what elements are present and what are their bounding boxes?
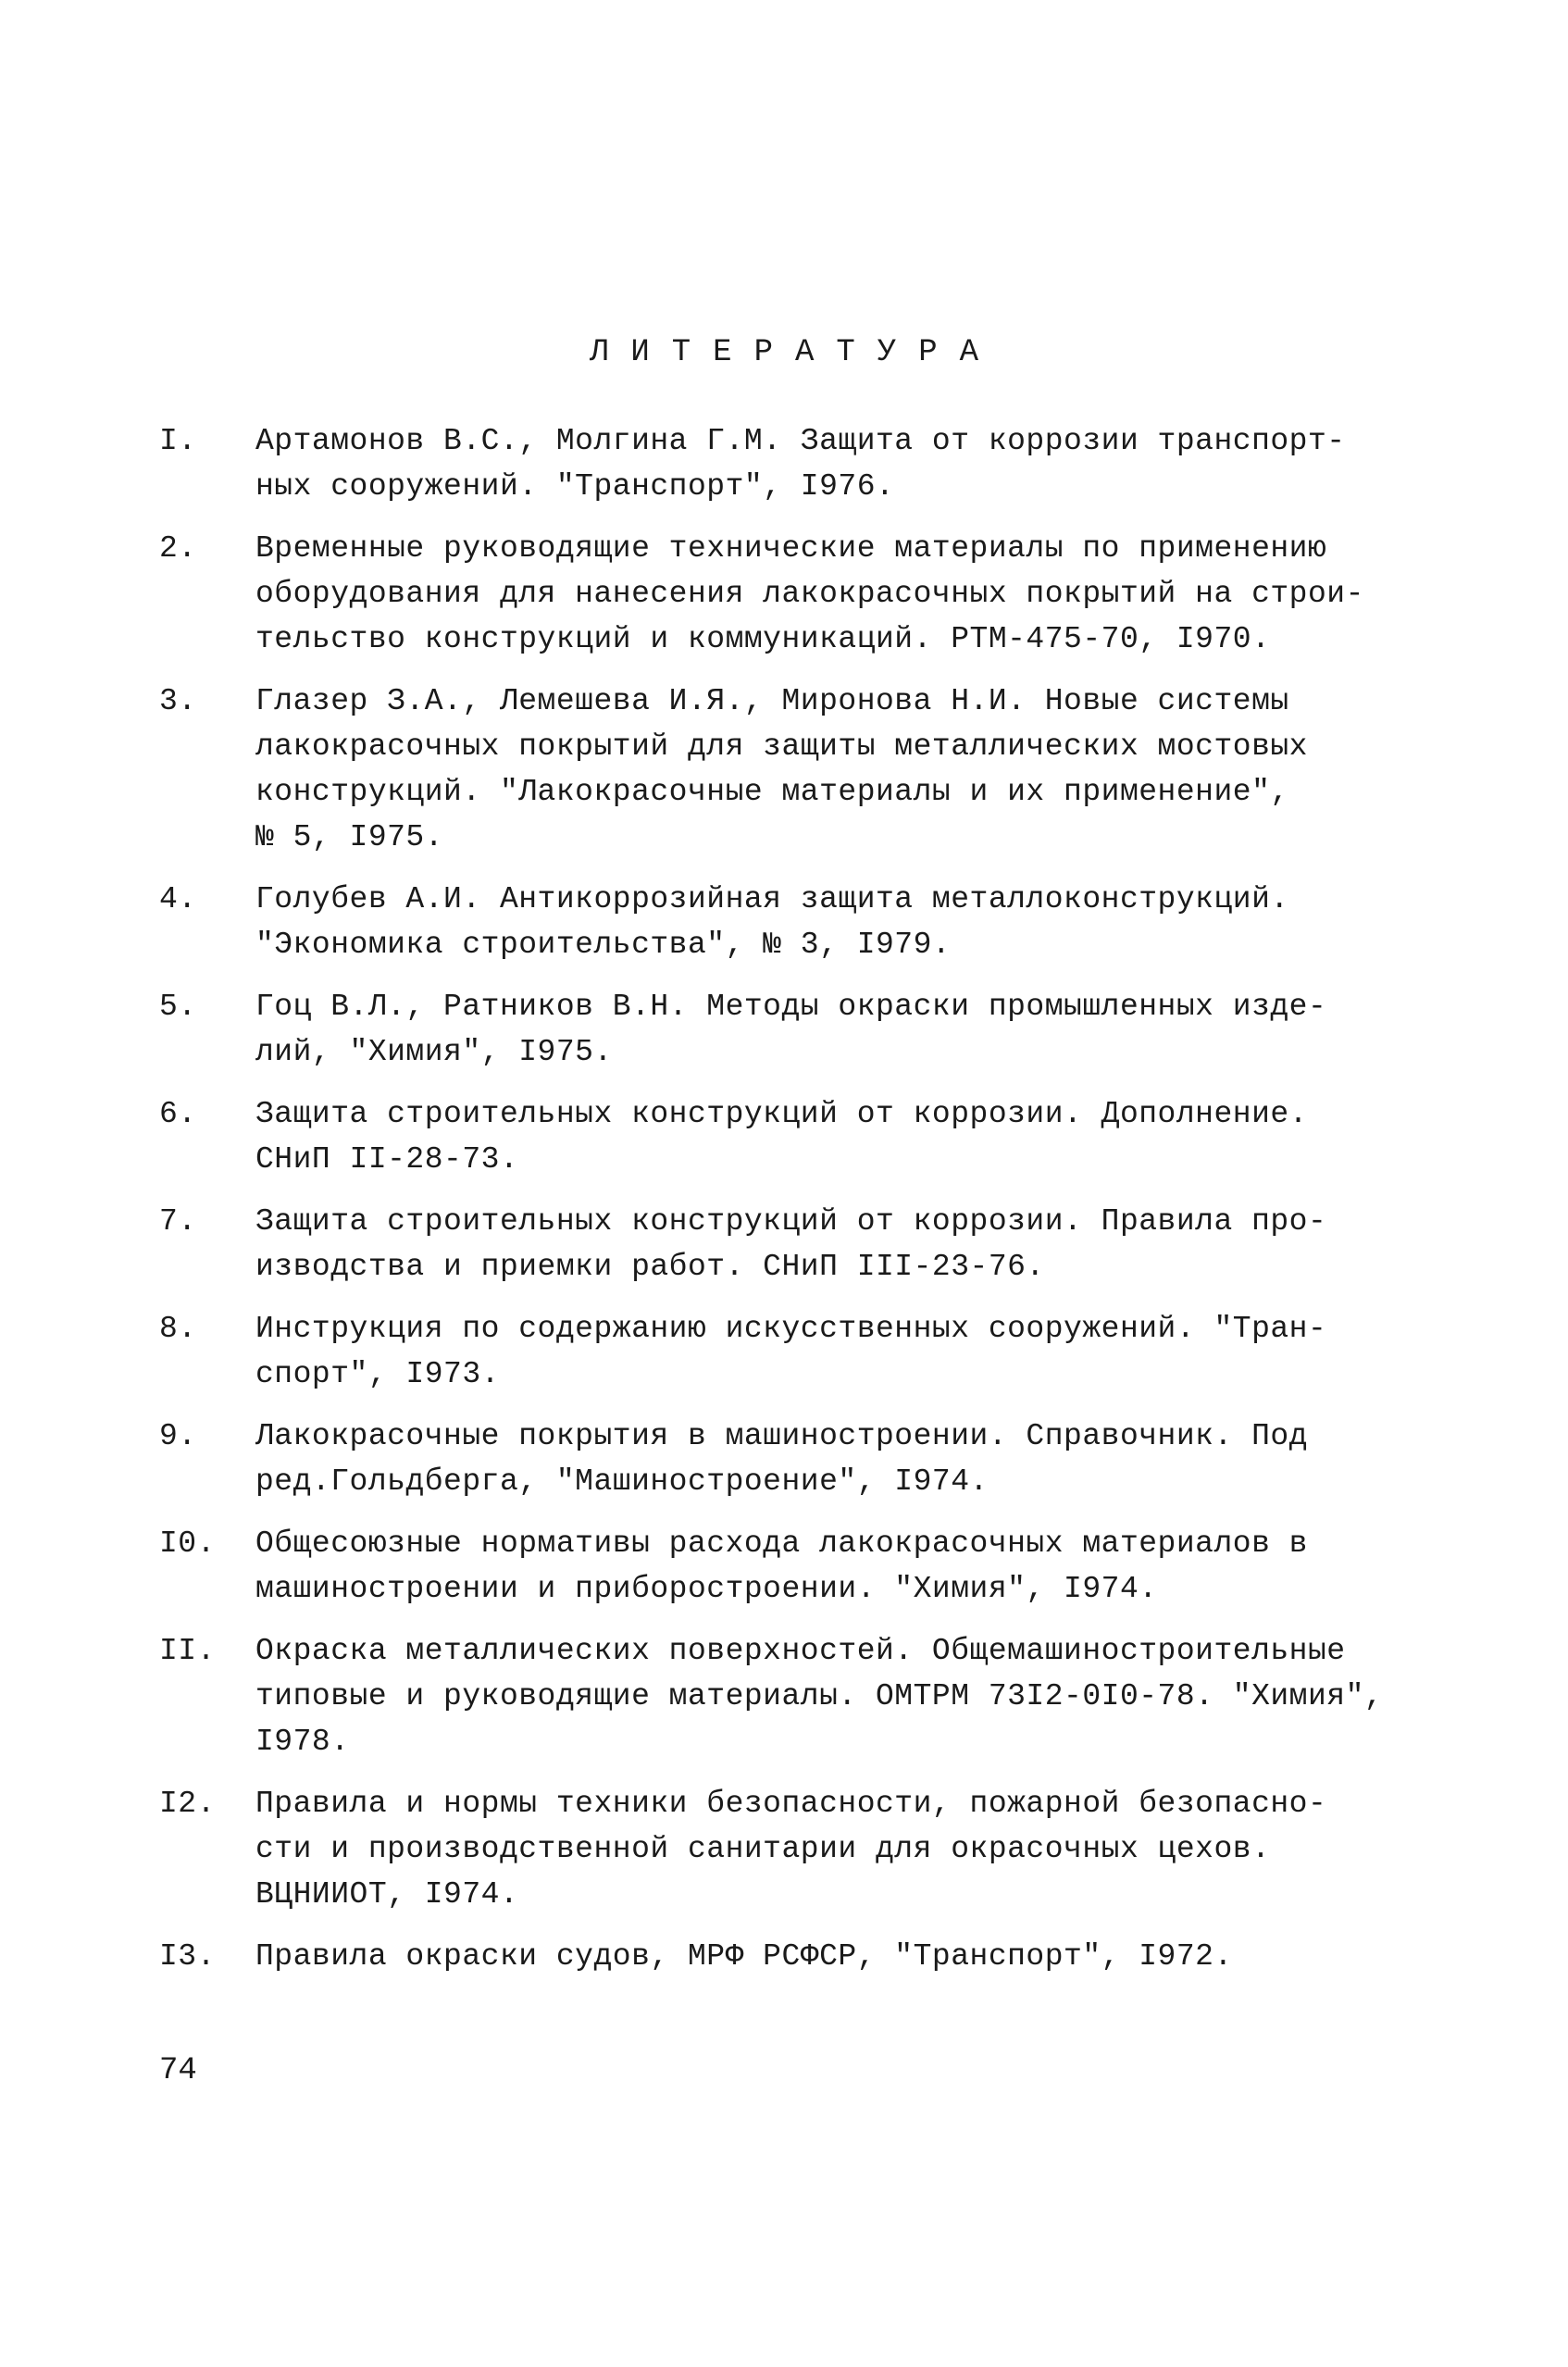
reference-line: лакокрасочных покрытий для защиты металлических мостовых — [255, 729, 1308, 764]
reference-number: 4. — [159, 882, 197, 916]
reference-line: Голубев А.И. Антикоррозийная защита металлоконструкций. — [255, 882, 1289, 916]
reference-line: Общесоюзные нормативы расхода лакокрасочных материалов в — [255, 1526, 1308, 1561]
reference-number: I0. — [159, 1526, 216, 1561]
reference-number: 2. — [159, 531, 197, 566]
reference-line: тельство конструкций и коммуникаций. РТМ-475-70, I970. — [255, 622, 1271, 656]
reference-line: сти и производственной санитарии для окрасочных цехов. — [255, 1832, 1271, 1866]
reference-line: I978. — [255, 1725, 350, 1759]
reference-number: 5. — [159, 990, 197, 1024]
reference-line: Окраска металлических поверхностей. Общемашиностроительные — [255, 1634, 1346, 1668]
reference-line: Временные руководящие технические материалы по применению — [255, 531, 1327, 566]
reference-line: Инструкция по содержанию искусственных сооружений. "Тран- — [255, 1312, 1327, 1346]
reference-line: машиностроении и приборостроении. "Химия", I974. — [255, 1572, 1158, 1606]
reference-line: спорт", I973. — [255, 1357, 500, 1391]
reference-line: типовые и руководящие материалы. ОМТРМ 73I2-0I0-78. "Химия", — [255, 1679, 1384, 1713]
reference-item — [159, 1199, 1363, 1289]
reference-item — [159, 1781, 1363, 1917]
reference-number: 3. — [159, 684, 197, 718]
reference-number: 8. — [159, 1312, 197, 1346]
reference-line: оборудования для нанесения лакокрасочных покрытий на строи- — [255, 577, 1364, 611]
reference-item — [159, 418, 1363, 509]
reference-item — [159, 679, 1363, 860]
reference-line: Глазер З.А., Лемешева И.Я., Миронова Н.И. Новые системы — [255, 684, 1289, 718]
reference-line: конструкций. "Лакокрасочные материалы и их применение", — [255, 775, 1289, 809]
reference-number: II. — [159, 1634, 216, 1668]
reference-item — [159, 1414, 1363, 1504]
reference-number: I3. — [159, 1939, 216, 1974]
reference-line: Гоц В.Л., Ратников В.Н. Методы окраски промышленных изде- — [255, 990, 1327, 1024]
reference-line: Защита строительных конструкций от коррозии. Дополнение. — [255, 1097, 1308, 1131]
page-number: 74 — [159, 2053, 197, 2088]
reference-line: Артамонов В.С., Молгина Г.М. Защита от коррозии транспорт- — [255, 424, 1346, 458]
reference-number: I. — [159, 424, 197, 458]
reference-line: СНиП II-28-73. — [255, 1142, 519, 1177]
reference-item — [159, 1521, 1363, 1612]
reference-line: "Экономика строительства", № 3, I979. — [255, 928, 952, 962]
reference-number: 9. — [159, 1419, 197, 1453]
reference-line: Правила и нормы техники безопасности, пожарной безопасно- — [255, 1787, 1327, 1821]
reference-item — [159, 526, 1363, 662]
reference-number: 6. — [159, 1097, 197, 1131]
reference-item — [159, 1934, 1363, 1979]
page-title: ЛИТЕРАТУРА — [589, 335, 1002, 370]
reference-line: лий, "Химия", I975. — [255, 1035, 613, 1069]
reference-line: № 5, I975. — [255, 820, 444, 854]
reference-list — [159, 418, 1384, 1996]
reference-item — [159, 1306, 1363, 1397]
reference-number: I2. — [159, 1787, 216, 1821]
reference-line: Правила окраски судов, МРФ РСФСР, "Транспорт", I972. — [255, 1939, 1233, 1974]
reference-line: изводства и приемки работ. СНиП III-23-76. — [255, 1250, 1045, 1284]
reference-item — [159, 1628, 1384, 1764]
reference-line: Защита строительных конструкций от коррозии. Правила про- — [255, 1204, 1327, 1239]
reference-line: Лакокрасочные покрытия в машиностроении. Справочник. Под — [255, 1419, 1308, 1453]
reference-item — [159, 984, 1363, 1075]
reference-line: ВЦНИИОТ, I974. — [255, 1877, 519, 1912]
reference-number: 7. — [159, 1204, 197, 1239]
reference-item — [159, 877, 1363, 967]
reference-item — [159, 1091, 1363, 1182]
reference-line: ред.Гольдберга, "Машиностроение", I974. — [255, 1464, 989, 1499]
reference-line: ных сооружений. "Транспорт", I976. — [255, 469, 895, 504]
